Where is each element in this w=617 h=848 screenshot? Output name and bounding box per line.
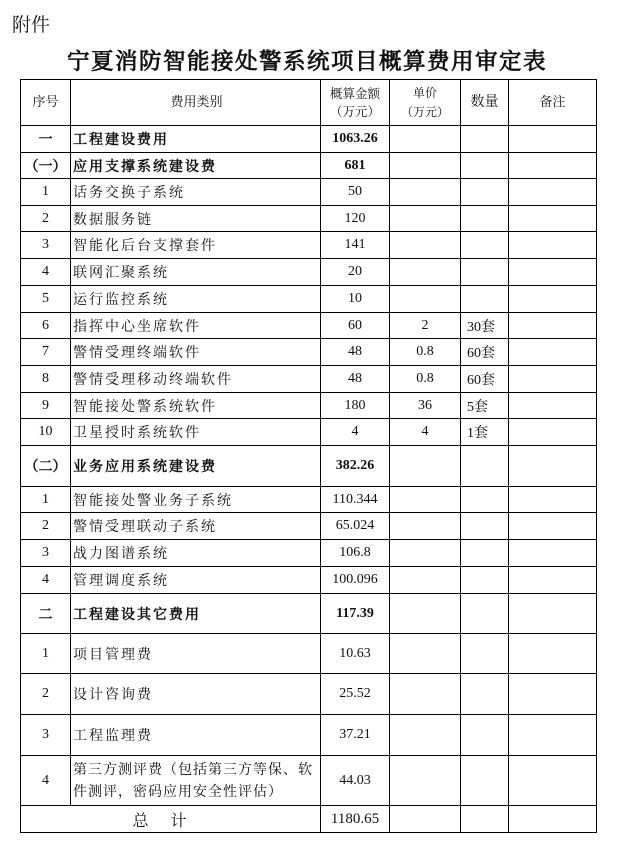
row-no: 2 xyxy=(21,674,71,715)
row-category: 话务交换子系统 xyxy=(71,179,321,206)
row-unit-price xyxy=(390,540,461,567)
table-row xyxy=(21,540,597,567)
total-quantity xyxy=(461,806,509,833)
row-quantity: 30套 xyxy=(461,313,509,339)
row-no: 9 xyxy=(21,393,71,419)
row-no: 2 xyxy=(21,513,71,540)
row-remarks xyxy=(509,259,597,286)
row-quantity xyxy=(461,715,509,756)
row-category: 智能化后台支撑套件 xyxy=(71,232,321,259)
row-unit-price xyxy=(390,487,461,513)
row-no: 10 xyxy=(21,419,71,446)
row-remarks xyxy=(509,206,597,232)
row-category: 智能接处警系统软件 xyxy=(71,393,321,419)
row-amount: 120 xyxy=(321,206,390,232)
row-unit-price xyxy=(390,715,461,756)
row-no: 1 xyxy=(21,634,71,674)
row-unit-price xyxy=(390,153,461,179)
row-remarks xyxy=(509,339,597,366)
row-quantity xyxy=(461,232,509,259)
column-header-unit-price-line2: （万元） xyxy=(400,104,449,119)
total-label: 总计 xyxy=(21,806,321,833)
column-header-category: 费用类别 xyxy=(71,80,321,126)
row-remarks xyxy=(509,313,597,339)
row-amount: 37.21 xyxy=(321,715,390,756)
row-category: 智能接处警业务子系统 xyxy=(71,487,321,513)
table-row xyxy=(21,393,597,419)
row-unit-price: 0.8 xyxy=(390,366,461,393)
row-no: 6 xyxy=(21,313,71,339)
total-amount: 1180.65 xyxy=(321,806,390,833)
budget-table xyxy=(20,79,597,833)
row-amount: 10 xyxy=(321,286,390,313)
row-unit-price xyxy=(390,259,461,286)
row-category: 管理调度系统 xyxy=(71,567,321,594)
row-no: 1 xyxy=(21,179,71,206)
row-no: 二 xyxy=(21,594,71,634)
row-quantity xyxy=(461,674,509,715)
row-unit-price xyxy=(390,674,461,715)
row-no: 5 xyxy=(21,286,71,313)
row-no: 1 xyxy=(21,487,71,513)
table-row xyxy=(21,715,597,756)
row-unit-price xyxy=(390,232,461,259)
row-amount: 20 xyxy=(321,259,390,286)
table-row xyxy=(21,313,597,339)
table-header-row xyxy=(21,80,597,126)
row-no: 4 xyxy=(21,259,71,286)
row-unit-price xyxy=(390,634,461,674)
row-category: 警情受理终端软件 xyxy=(71,339,321,366)
page-title: 宁夏消防智能接处警系统项目概算费用审定表 xyxy=(66,49,547,75)
row-unit-price xyxy=(390,756,461,806)
row-amount: 117.39 xyxy=(321,594,390,634)
row-no: （一） xyxy=(21,153,71,179)
table-row xyxy=(21,259,597,286)
row-unit-price xyxy=(390,286,461,313)
column-header-amount-line2: （万元） xyxy=(329,103,380,119)
row-amount: 110.344 xyxy=(321,487,390,513)
row-amount: 100.096 xyxy=(321,567,390,594)
row-quantity xyxy=(461,126,509,153)
row-quantity xyxy=(461,153,509,179)
row-quantity xyxy=(461,634,509,674)
row-unit-price xyxy=(390,206,461,232)
row-category: 数据服务链 xyxy=(71,206,321,232)
row-category: 业务应用系统建设费 xyxy=(71,446,321,487)
row-category: 卫星授时系统软件 xyxy=(71,419,321,446)
row-unit-price xyxy=(390,126,461,153)
row-amount: 106.8 xyxy=(321,540,390,567)
row-remarks xyxy=(509,540,597,567)
row-amount: 60 xyxy=(321,313,390,339)
row-unit-price xyxy=(390,567,461,594)
row-unit-price: 4 xyxy=(390,419,461,446)
row-remarks xyxy=(509,419,597,446)
row-quantity xyxy=(461,567,509,594)
row-quantity: 60套 xyxy=(461,366,509,393)
row-category: 联网汇聚系统 xyxy=(71,259,321,286)
row-unit-price: 36 xyxy=(390,393,461,419)
row-quantity xyxy=(461,756,509,806)
row-no: 4 xyxy=(21,756,71,806)
row-amount: 382.26 xyxy=(321,446,390,487)
row-unit-price xyxy=(390,513,461,540)
row-amount: 25.52 xyxy=(321,674,390,715)
row-no: （二） xyxy=(21,446,71,487)
table-row xyxy=(21,339,597,366)
table-row xyxy=(21,419,597,446)
row-category: 警情受理移动终端软件 xyxy=(71,366,321,393)
row-quantity xyxy=(461,179,509,206)
row-quantity xyxy=(461,206,509,232)
row-amount: 65.024 xyxy=(321,513,390,540)
row-category: 第三方测评费（包括第三方等保、软件测评，密码应用安全性评估） xyxy=(71,756,321,806)
row-remarks xyxy=(509,487,597,513)
row-quantity xyxy=(461,286,509,313)
row-amount: 44.03 xyxy=(321,756,390,806)
row-no: 一 xyxy=(21,126,71,153)
row-unit-price xyxy=(390,446,461,487)
row-amount: 1063.26 xyxy=(321,126,390,153)
column-header-no: 序号 xyxy=(21,80,71,126)
row-no: 8 xyxy=(21,366,71,393)
row-category: 指挥中心坐席软件 xyxy=(71,313,321,339)
row-no: 3 xyxy=(21,232,71,259)
row-remarks xyxy=(509,393,597,419)
row-remarks xyxy=(509,715,597,756)
row-amount: 180 xyxy=(321,393,390,419)
row-amount: 48 xyxy=(321,339,390,366)
row-quantity xyxy=(461,540,509,567)
column-header-amount xyxy=(321,80,390,126)
total-remarks xyxy=(509,806,597,833)
row-amount: 50 xyxy=(321,179,390,206)
table-row-subsection xyxy=(21,153,597,179)
table-row xyxy=(21,634,597,674)
row-remarks xyxy=(509,286,597,313)
column-header-unit-price-line1: 单价 xyxy=(412,85,437,100)
column-header-remarks: 备注 xyxy=(509,80,597,126)
row-quantity xyxy=(461,446,509,487)
table-row xyxy=(21,756,597,806)
table-row-subsection xyxy=(21,446,597,487)
row-quantity: 60套 xyxy=(461,339,509,366)
row-category: 工程建设费用 xyxy=(71,126,321,153)
table-row xyxy=(21,232,597,259)
row-remarks xyxy=(509,446,597,487)
row-no: 3 xyxy=(21,540,71,567)
row-amount: 48 xyxy=(321,366,390,393)
row-quantity: 1套 xyxy=(461,419,509,446)
row-amount: 681 xyxy=(321,153,390,179)
row-quantity xyxy=(461,513,509,540)
row-remarks xyxy=(509,232,597,259)
table-row xyxy=(21,567,597,594)
table-row xyxy=(21,366,597,393)
table-row-section xyxy=(21,126,597,153)
row-category: 运行监控系统 xyxy=(71,286,321,313)
row-unit-price xyxy=(390,594,461,634)
table-row xyxy=(21,206,597,232)
row-no: 2 xyxy=(21,206,71,232)
table-row xyxy=(21,674,597,715)
row-remarks xyxy=(509,756,597,806)
row-remarks xyxy=(509,594,597,634)
table-row xyxy=(21,179,597,206)
column-header-quantity: 数量 xyxy=(461,80,509,126)
row-unit-price: 2 xyxy=(390,313,461,339)
table-row-section xyxy=(21,594,597,634)
row-remarks xyxy=(509,153,597,179)
row-remarks xyxy=(509,366,597,393)
row-amount: 4 xyxy=(321,419,390,446)
row-category: 设计咨询费 xyxy=(71,674,321,715)
row-category: 工程建设其它费用 xyxy=(71,594,321,634)
table-row xyxy=(21,286,597,313)
total-unit-price xyxy=(390,806,461,833)
row-category: 工程监理费 xyxy=(71,715,321,756)
row-remarks xyxy=(509,634,597,674)
row-category: 警情受理联动子系统 xyxy=(71,513,321,540)
row-category: 应用支撑系统建设费 xyxy=(71,153,321,179)
row-amount: 141 xyxy=(321,232,390,259)
row-quantity xyxy=(461,259,509,286)
row-remarks xyxy=(509,674,597,715)
row-no: 4 xyxy=(21,567,71,594)
table-row-total xyxy=(21,806,597,833)
attachment-label: 附件 xyxy=(12,14,51,36)
row-no: 7 xyxy=(21,339,71,366)
row-category: 战力图谱系统 xyxy=(71,540,321,567)
column-header-unit-price xyxy=(390,80,461,126)
row-remarks xyxy=(509,126,597,153)
row-remarks xyxy=(509,567,597,594)
row-no: 3 xyxy=(21,715,71,756)
row-quantity xyxy=(461,487,509,513)
row-remarks xyxy=(509,513,597,540)
row-quantity xyxy=(461,594,509,634)
table-row xyxy=(21,487,597,513)
row-amount: 10.63 xyxy=(321,634,390,674)
row-unit-price xyxy=(390,179,461,206)
row-unit-price: 0.8 xyxy=(390,339,461,366)
row-quantity: 5套 xyxy=(461,393,509,419)
column-header-amount-line1: 概算金额 xyxy=(329,85,380,101)
row-category: 项目管理费 xyxy=(71,634,321,674)
table-row xyxy=(21,513,597,540)
row-remarks xyxy=(509,179,597,206)
